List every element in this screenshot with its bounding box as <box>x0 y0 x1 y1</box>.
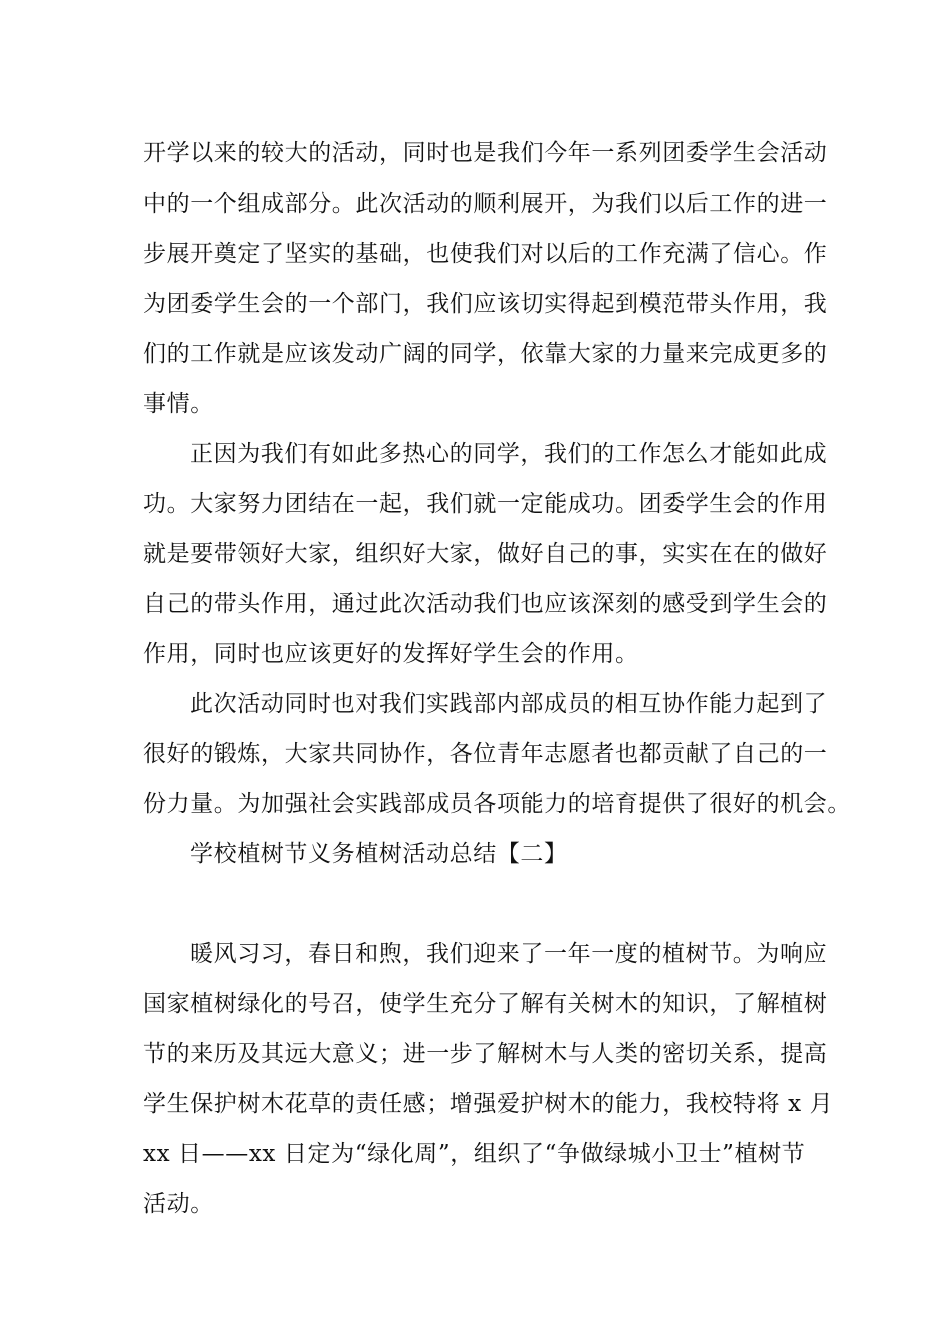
paragraph-4-line-3: 节的来历及其远大意义；进一步了解树木与人类的密切关系，提高 <box>143 1041 828 1067</box>
paragraph-2-line-5: 作用，同时也应该更好的发挥好学生会的作用。 <box>143 641 639 667</box>
paragraph-2-line-3: 就是要带领好大家，组织好大家，做好自己的事，实实在在的做好 <box>143 541 828 567</box>
paragraph-1-line-6: 事情。 <box>143 391 214 417</box>
paragraph-1-line-4: 为团委学生会的一个部门，我们应该切实得起到模范带头作用，我 <box>143 291 828 317</box>
paragraph-1-line-1: 开学以来的较大的活动，同时也是我们今年一系列团委学生会活动 <box>143 140 828 166</box>
paragraph-3-line-3: 份力量。为加强社会实践部成员各项能力的培育提供了很好的机会。 <box>143 791 851 817</box>
paragraph-3-line-2: 很好的锻炼，大家共同协作，各位青年志愿者也都贡献了自己的一 <box>143 741 828 767</box>
paragraph-1-line-5: 们的工作就是应该发动广阔的同学，依靠大家的力量来完成更多的 <box>143 341 828 367</box>
paragraph-2-line-4: 自己的带头作用，通过此次活动我们也应该深刻的感受到学生会的 <box>143 591 828 617</box>
paragraph-1-line-2: 中的一个组成部分。此次活动的顺利展开，为我们以后工作的进一 <box>143 191 828 217</box>
paragraph-4-line-4: 学生保护树木花草的责任感；增强爱护树木的能力，我校特将 x 月 <box>143 1091 834 1117</box>
paragraph-4-line-1: 暖风习习，春日和煦，我们迎来了一年一度的植树节。为响应 <box>190 941 828 967</box>
paragraph-4-line-6: 活动。 <box>143 1191 214 1217</box>
paragraph-2-line-1: 正因为我们有如此多热心的同学，我们的工作怎么才能如此成 <box>190 441 828 467</box>
paragraph-3-line-1: 此次活动同时也对我们实践部内部成员的相互协作能力起到了 <box>190 691 828 717</box>
paragraph-4-line-5: xx 日——xx 日定为“绿化周”，组织了“争做绿城小卫士”植树节 <box>143 1141 806 1167</box>
paragraph-4-line-2: 国家植树绿化的号召，使学生充分了解有关树木的知识，了解植树 <box>143 991 828 1017</box>
paragraph-1-line-3: 步展开奠定了坚实的基础，也使我们对以后的工作充满了信心。作 <box>143 241 828 267</box>
paragraph-2-line-2: 功。大家努力团结在一起，我们就一定能成功。团委学生会的作用 <box>143 491 828 517</box>
section-heading: 学校植树节义务植树活动总结【二】 <box>190 841 568 867</box>
